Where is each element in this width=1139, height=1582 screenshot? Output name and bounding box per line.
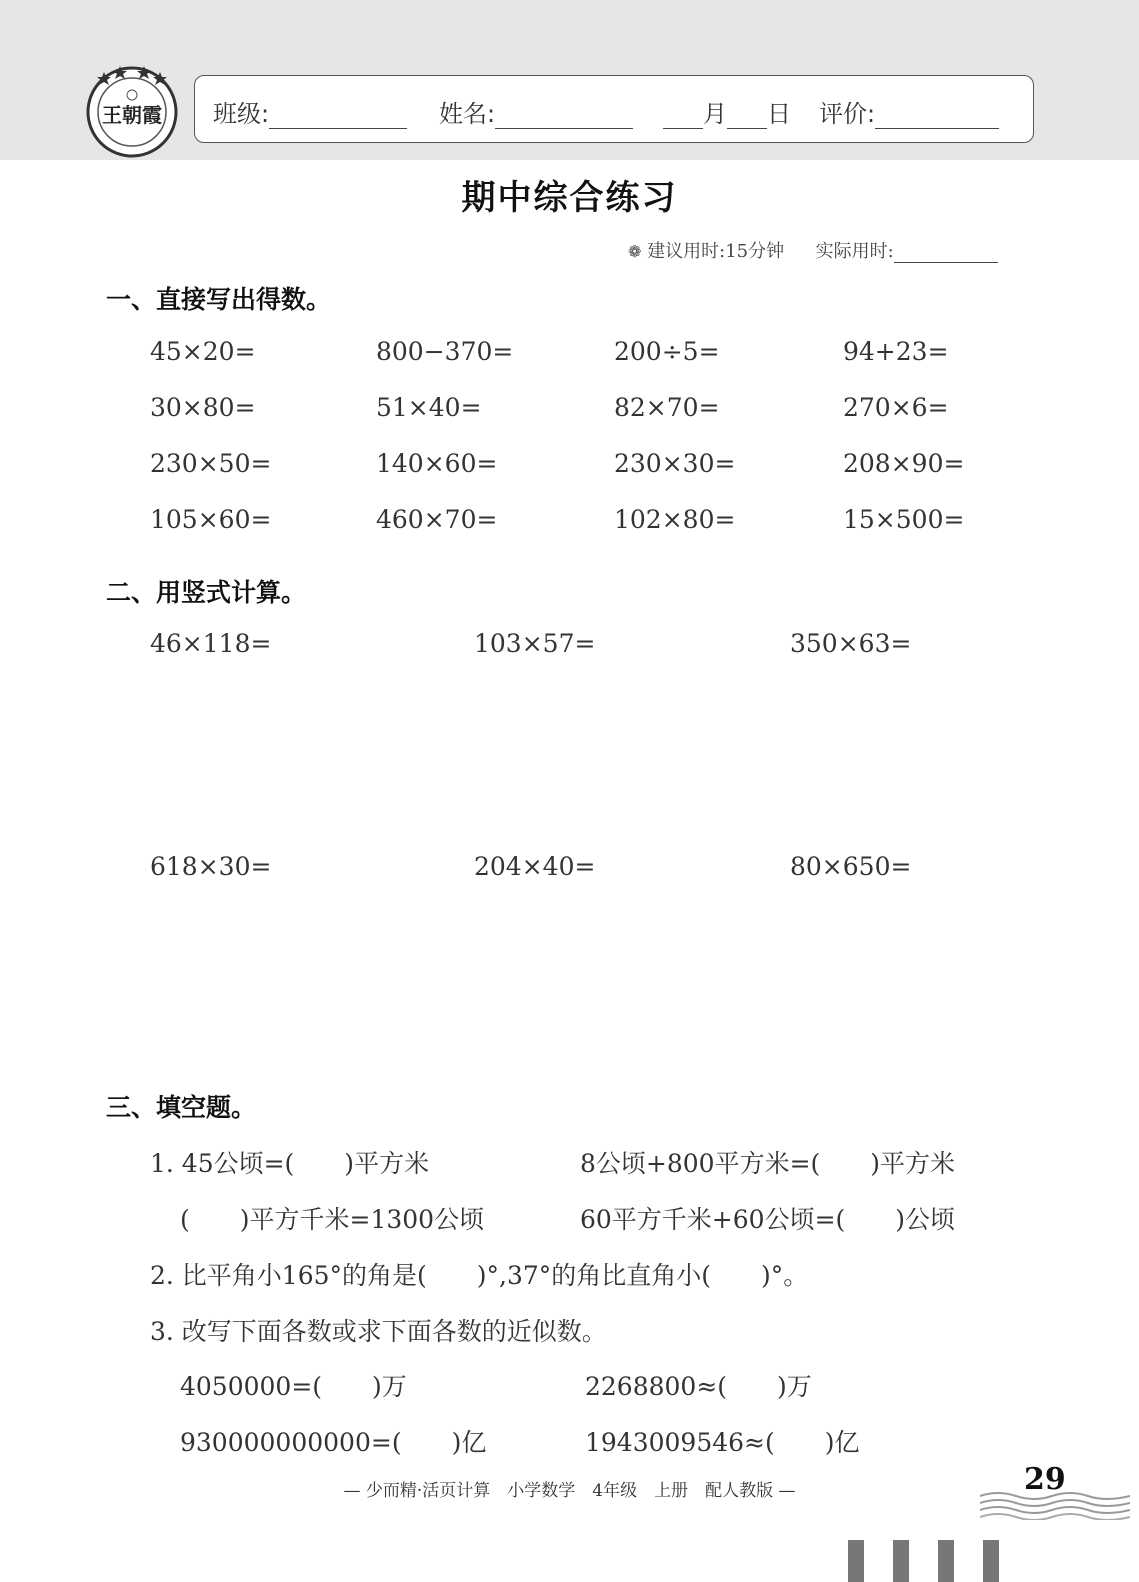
oral-item: 30×80= — [150, 393, 256, 422]
fill-blank-item: 4050000=( )万 — [180, 1372, 407, 1401]
vertical-calc-item: 204×40= — [474, 852, 596, 881]
thumb-index-tab — [848, 1540, 864, 1582]
day-label: 日 — [767, 100, 791, 128]
oral-item: 82×70= — [614, 393, 720, 422]
name-label: 姓名: — [439, 100, 496, 128]
student-info-box — [194, 75, 1034, 143]
fill-blank-item: 60平方千米+60公顷=( )公顷 — [580, 1205, 956, 1234]
evaluation-field[interactable] — [819, 94, 999, 129]
oral-item: 460×70= — [376, 505, 498, 534]
fill-blank-item: ( )平方千米=1300公顷 — [180, 1205, 485, 1234]
fill-blank-item: 2. 比平角小165°的角是( )°,37°的角比直角小( )°。 — [150, 1261, 809, 1290]
oral-item: 51×40= — [376, 393, 482, 422]
section-3-heading: 三、填空题。 — [106, 1093, 257, 1122]
oral-item: 140×60= — [376, 449, 498, 478]
svg-text:王朝霞: 王朝霞 — [102, 103, 162, 127]
thumb-index-tab — [983, 1540, 999, 1582]
class-field[interactable] — [213, 94, 407, 129]
oral-item: 200÷5= — [614, 337, 720, 366]
page-title: 期中综合练习 — [461, 178, 678, 218]
series-footer: — 少而精·活页计算 小学数学 4年级 上册 配人教版 — — [343, 1481, 796, 1501]
name-field[interactable] — [439, 94, 633, 129]
oral-item: 230×50= — [150, 449, 272, 478]
vertical-calc-item: 618×30= — [150, 852, 272, 881]
section-1-heading: 一、直接写出得数。 — [106, 285, 332, 314]
brand-logo — [84, 62, 180, 158]
wave-decoration — [980, 1490, 1130, 1520]
vertical-calc-item: 80×650= — [790, 852, 912, 881]
vertical-calc-item: 350×63= — [790, 629, 912, 658]
thumb-index-tab — [938, 1540, 954, 1582]
oral-item: 102×80= — [614, 505, 736, 534]
section-2-heading: 二、用竖式计算。 — [106, 578, 307, 607]
oral-item: 208×90= — [843, 449, 965, 478]
oral-item: 800−370= — [376, 337, 514, 366]
time-hint — [628, 237, 998, 263]
oral-item: 15×500= — [843, 505, 965, 534]
question-instruction: 3. 改写下面各数或求下面各数的近似数。 — [150, 1317, 607, 1346]
fill-blank-item: 1943009546≈( )亿 — [585, 1428, 860, 1457]
vertical-calc-item: 103×57= — [474, 629, 596, 658]
fill-blank-item: 2268800≈( )万 — [585, 1372, 812, 1401]
month-label: 月 — [703, 100, 727, 128]
oral-item: 105×60= — [150, 505, 272, 534]
thumb-index-tab — [893, 1540, 909, 1582]
clock-icon: ❁ — [628, 242, 642, 261]
page-number: 29 — [1024, 1462, 1066, 1497]
suggested-time: 建议用时:15分钟 — [647, 241, 785, 262]
oral-item: 94+23= — [843, 337, 949, 366]
oral-item: 270×6= — [843, 393, 949, 422]
oral-item: 230×30= — [614, 449, 736, 478]
fill-blank-item: 930000000000=( )亿 — [180, 1428, 487, 1457]
fill-blank-item: 1. 45公顷=( )平方米 — [150, 1149, 430, 1178]
class-label: 班级: — [213, 100, 270, 128]
oral-item: 45×20= — [150, 337, 256, 366]
date-field[interactable] — [663, 94, 791, 129]
fill-blank-item: 8公顷+800平方米=( )平方米 — [580, 1149, 956, 1178]
vertical-calc-item: 46×118= — [150, 629, 272, 658]
eval-label: 评价: — [819, 100, 876, 128]
actual-time-label: 实际用时: — [815, 241, 894, 262]
actual-time-input[interactable] — [894, 244, 998, 263]
